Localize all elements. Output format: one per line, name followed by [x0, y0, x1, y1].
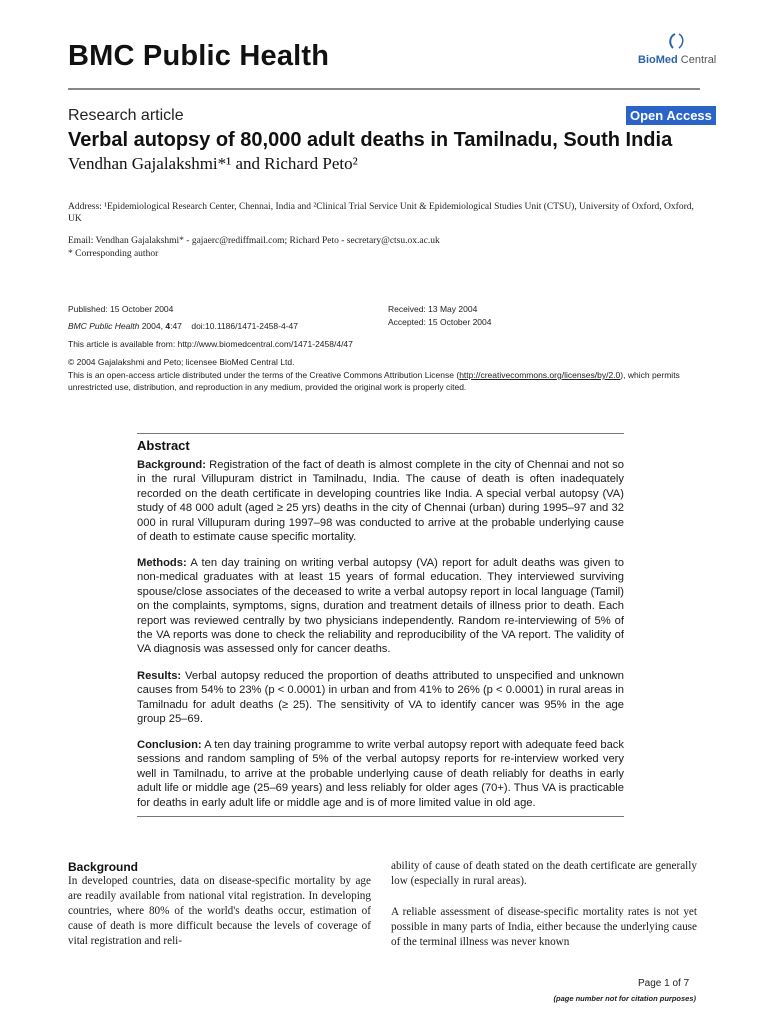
license-link[interactable]: http://creativecommons.org/licenses/by/2.0 — [459, 370, 621, 380]
abstract-results: Results: Verbal autopsy reduced the proportion of deaths attributed to unspecified and unknown causes from 54% to 23% (p < 0.0001) in urban and from 41% to 26% (p < 0.0001) in rural areas in Tamilnadu for adult deaths (≥ 25). The sensitivity of VA to identify cancer was 95% in the age group 25–69. — [137, 670, 624, 726]
body-column-right-para2: A reliable assessment of disease-specific mortality rates is not yet possible in many parts of India, either because the underlying cause of the terminal illness was never known — [391, 906, 697, 948]
license: This is an open-access article distributed under the terms of the Creative Commons Attribution License (http://creativecommons.org/licenses/by/2.0), which permits unrestricted use, distribution, and reproduction in any medium, provided the original work is properly cited. — [68, 370, 680, 392]
page-note: (page number not for citation purposes) — [553, 994, 696, 1003]
accepted-date: Accepted: 15 October 2004 — [388, 317, 492, 327]
article-url[interactable]: This article is available from: http://www.biomedcentral.com/1471-2458/4/47 — [68, 339, 353, 349]
header-rule — [68, 88, 700, 90]
page-number: Page 1 of 7 — [638, 978, 690, 989]
citation: BMC Public Health 2004, 4:47 doi:10.1186/1471-2458-4-47 — [68, 321, 298, 331]
article-title: Verbal autopsy of 80,000 adult deaths in Tamilnadu, South India — [68, 129, 673, 151]
publisher-name: BioMed Central — [638, 54, 717, 66]
authors: Vendhan Gajalakshmi*¹ and Richard Peto² — [68, 154, 358, 173]
abstract-methods: Methods: A ten day training on writing verbal autopsy (VA) report for adult deaths was given to non-medical graduates with at least 15 years of formal education. They interviewed surviving spouse/close associates of the deceased to write a verbal autopsy report in local language (Tamil) on the complaints, symptoms, signs, duration and treatment details of illness prior to death. Each report was reviewed centrally by two physicians independently. Random re-interviewing of 5% of the VA reports was done to check the reliability and reproducibility of the VA report. The validity of VA diagnosis was assessed only for cancer deaths. — [137, 557, 624, 656]
body-column-right-para1: ability of cause of death stated on the death certificate are generally low (especially in rural areas). — [391, 860, 697, 887]
abstract-background: Background: Registration of the fact of death is almost complete in the city of Chennai and not so in the rural Villupuram district in Tamilnadu, India. The cause of death is often inadequately recorded on the death certificate in developing countries like India. A special verbal autopsy (VA) study of 48 000 adult (aged ≥ 25 yrs) deaths in the city of Chennai (urban) during 1995–97 and 32 000 in rural Villupuram during 1997–98 was conducted to arrive at the probable underlying cause of death to estimate cause specific mortality. — [137, 459, 624, 544]
abstract-heading: Abstract — [137, 438, 190, 453]
abstract-rule-top — [137, 433, 624, 434]
received-date: Received: 13 May 2004 — [388, 304, 478, 314]
copyright: © 2004 Gajalakshmi and Peto; licensee BioMed Central Ltd. — [68, 357, 295, 367]
email: Email: Vendhan Gajalakshmi* - gajaerc@rediffmail.com; Richard Peto - secretary@ctsu.ox.ac.uk — [68, 236, 440, 246]
address: Address: ¹Epidemiological Research Center, Chennai, India and ²Clinical Trial Service Unit & Epidemiological Studies Unit (CTSU), University of Oxford, Oxford, UK — [68, 202, 694, 224]
abstract-rule-bottom — [137, 816, 624, 817]
abstract-conclusion: Conclusion: A ten day training programme to write verbal autopsy report with adequate feed back sessions and random sampling of 5% of the verbal autopsy reports for re-interview worked very well in Tamilnadu, to arrive at the probable underlying cause of death reliably for deaths in early adult life or middle age (25–69 years) and less reliably for older ages (70+). Thus VA is practicable for deaths in early adult life or middle age and is of more limited value in old age. — [137, 739, 624, 809]
body-column-left: In developed countries, data on disease-specific mortality by age are readily available from national vital registration. In developing countries, where 80% of the world's deaths occur, estimation of cause of death is more difficult because the levels of coverage of vital registration and reli- — [68, 875, 371, 947]
article-type: Research article — [68, 107, 184, 124]
journal-title: BMC Public Health — [68, 40, 330, 72]
biomed-swoosh-icon — [668, 32, 686, 50]
corresponding-author: * Corresponding author — [68, 249, 159, 259]
published-date: Published: 15 October 2004 — [68, 304, 174, 314]
open-access-badge: Open Access — [626, 106, 716, 125]
section-heading-background: Background — [68, 860, 139, 874]
publisher-logo — [638, 32, 717, 72]
